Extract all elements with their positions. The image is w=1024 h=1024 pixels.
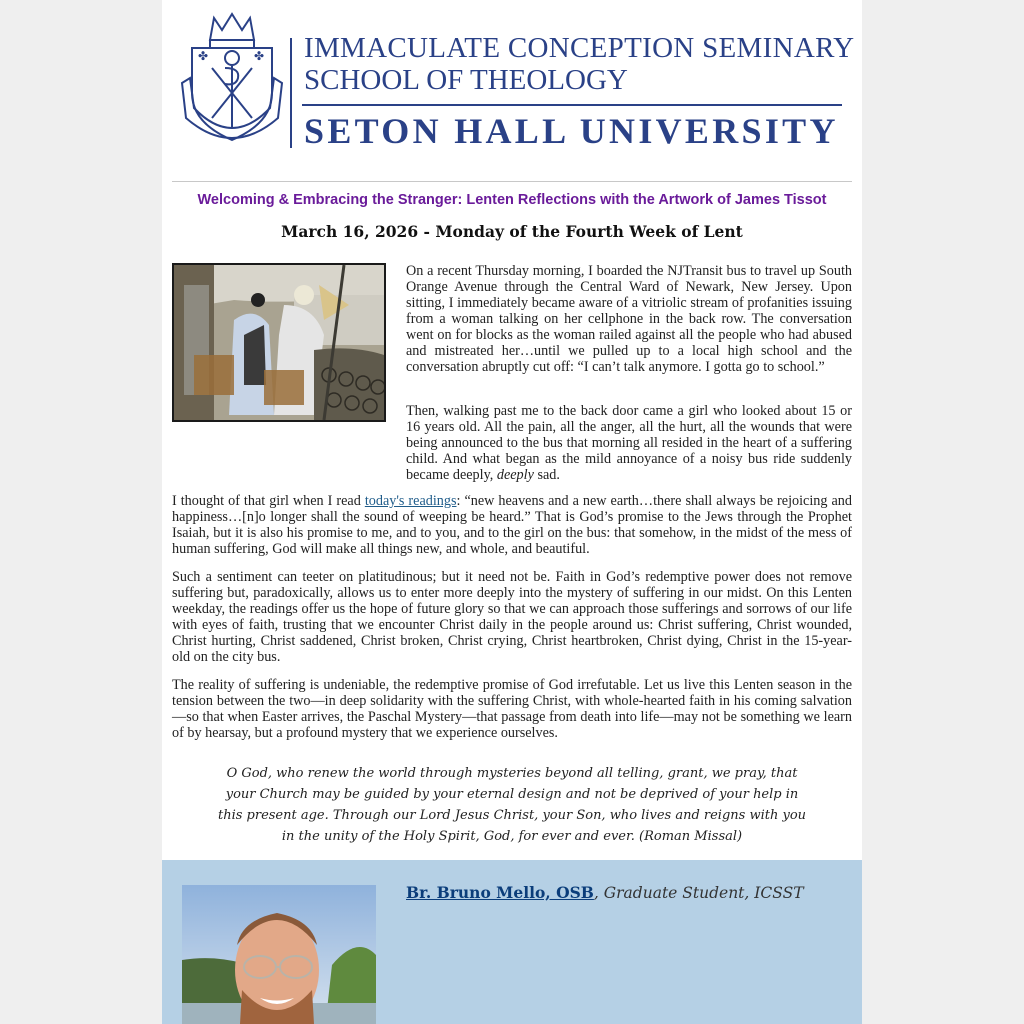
paragraph-3 bbox=[172, 493, 852, 557]
paragraph-3-end: : “new heavens and a new earth…there shall always be rejoicing and happiness…[n]o longer shall the sound of weeping be heard.” That is God’s promise to the Jews through the Prophet Isaiah, but it is also his promise to me, and to you, and to the girl on the bus: that somehow, in the midst of the mess of human suffering, God will make all things new, and whole, and beautiful. bbox=[172, 493, 852, 557]
todays-readings-link[interactable]: today's readings bbox=[364, 493, 457, 509]
author-photo bbox=[182, 885, 376, 1024]
header-divider bbox=[172, 181, 852, 182]
paragraph-2-emphasis: deeply bbox=[496, 467, 534, 483]
tissot-painting bbox=[172, 263, 386, 422]
author-name-link[interactable]: Br. Bruno Mello, OSB bbox=[406, 883, 594, 902]
author-panel bbox=[162, 860, 862, 1024]
paragraph-2-end: sad. bbox=[533, 467, 560, 483]
date-heading: March 16, 2026 - Monday of the Fourth Week of Lent bbox=[281, 222, 743, 241]
paragraph-4: Such a sentiment can teeter on platitudinous; but it need not be. Faith in God’s redemptive power does not remove suffering but, paradoxically, allows us to enter more deeply into the mystery of suffering in our midst. On this Lenten weekday, the readings offer us the hope of future glory so that we can approach those sufferings and sorrows of our life with eyes of faith, trusting that we encounter Christ daily in the people around us: Christ suffering, Christ wounded, Christ hurting, Christ saddened, Christ broken, Christ crying, Christ heartbroken, Christ dying, Christ in the 15-year-old on the city bus. bbox=[172, 569, 852, 665]
paragraph-1: On a recent Thursday morning, I boarded the NJTransit bus to travel up South Orange Avenue through the Central Ward of Newark, New Jersey. Upon sitting, I immediately became aware of a vitriolic stream of profanities issuing from a woman talking on her cellphone in the back row. The conversation went on for blocks as the woman railed against all the people who had abused and mistreated her…until we pulled up to a local high school and the conversation abruptly cut off: “I can’t talk anymore. I gotta go to school.” bbox=[406, 263, 852, 375]
author-byline bbox=[406, 883, 804, 902]
logo-line-2: SCHOOL OF THEOLOGY bbox=[304, 64, 628, 96]
logo-line-3: SETON HALL UNIVERSITY bbox=[304, 111, 839, 151]
closing-prayer: O God, who renew the world through mysteries beyond all telling, grant, we pray, that your Church may be guided by your eternal design and not be deprived of your help in this present age. Through our Lord Jesus Christ, your Son, who lives and reigns with you in the unity of the Holy Spirit, God, for ever and ever. (Roman Missal) bbox=[217, 766, 807, 844]
svg-text:✤: ✤ bbox=[198, 49, 209, 63]
logo-line-1: IMMACULATE CONCEPTION SEMINARY bbox=[304, 32, 855, 64]
paragraph-2-text: Then, walking past me to the back door came a girl who looked about 15 or 16 years old. All the pain, all the anger, all the hurt, all the wounds that were being announced to the bus that morning all resided in the heart of a suffering child. And what began as the mild annoyance of a noisy bus ride suddenly became deeply, bbox=[406, 403, 852, 483]
paragraph-3-text: I thought of that girl when I read bbox=[172, 493, 365, 509]
seminary-logo bbox=[180, 8, 855, 158]
newsletter-page bbox=[162, 0, 862, 1024]
svg-text:✤: ✤ bbox=[254, 49, 265, 63]
paragraph-5: The reality of suffering is undeniable, the redemptive promise of God irrefutable. Let us live this Lenten season in the tension between the two—in deep solidarity with the suffering Christ, with whole-hearted faith in his coming salvation—so that when Easter arrives, the Paschal Mystery—that passage from death into life—may not be something we learn of by hearsay, but a profound mystery that we experience ourselves. bbox=[172, 677, 852, 741]
author-role: , Graduate Student, ICSST bbox=[593, 884, 804, 902]
series-title: Welcoming & Embracing the Stranger: Lenten Reflections with the Artwork of James Tissot bbox=[197, 192, 827, 208]
paragraph-2 bbox=[406, 403, 852, 483]
